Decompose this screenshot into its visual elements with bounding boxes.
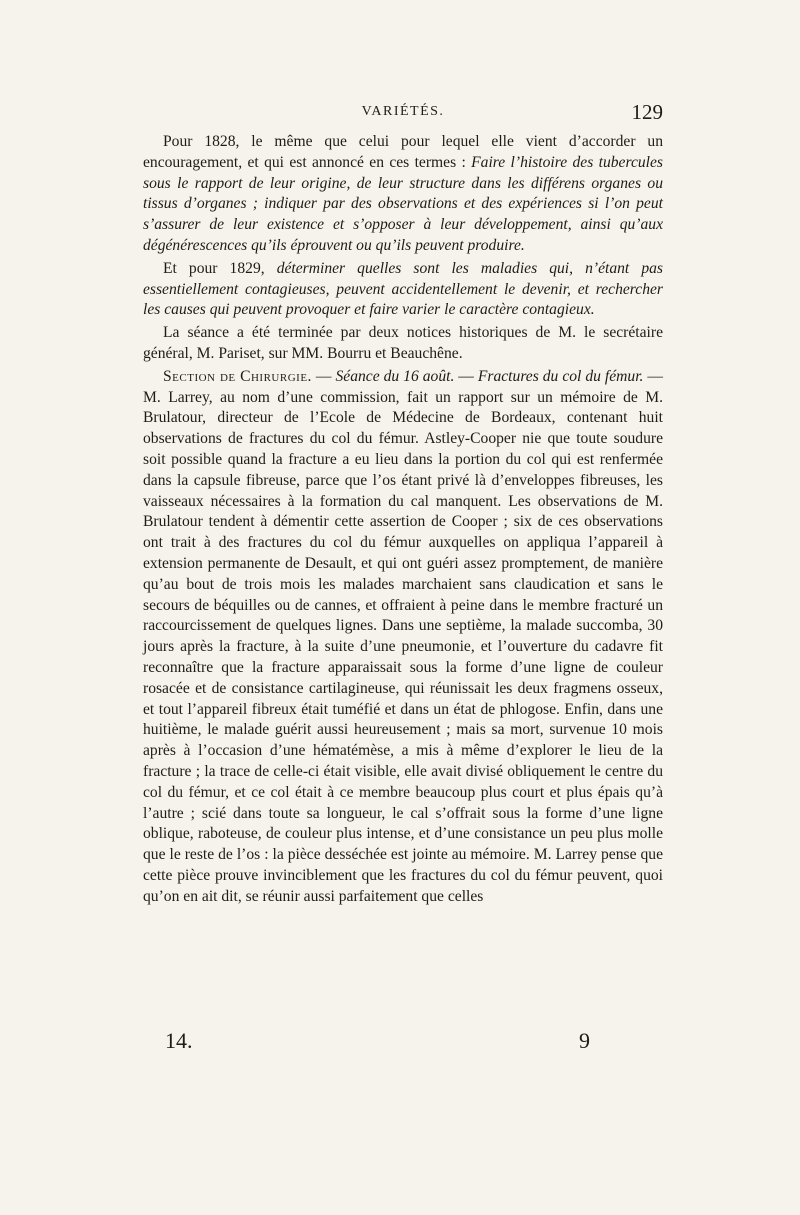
page-footer <box>143 1024 663 1058</box>
body-text <box>143 132 663 909</box>
dash-separator: — <box>454 367 478 385</box>
paragraph-prize-1828 <box>143 132 663 257</box>
running-title: VARIÉTÉS. <box>361 104 445 119</box>
topic-title: Fractures du col du fémur. <box>477 367 644 385</box>
prize-question-1828: Faire l’histoire des tubercules sous le rapport de leur origine, de leur structure dans les différens organes ou tissus d’organes ; indiquer par des observations et des expériences si l’on peut s’assurer de leur existence et s’opposer à leur développement, ainsi qu’aux dégénérescences qu’ils éprouvent ou qu’ils peuvent produire. <box>143 153 663 254</box>
paragraph-text: La séance a été terminée par deux notices historiques de M. le secrétaire général, M. Pariset, sur MM. Bourru et Beauchêne. <box>143 324 663 362</box>
paragraph-seance-end <box>143 323 663 365</box>
paragraph-section-chirurgie <box>143 367 663 908</box>
seance-date: Séance du 16 août. <box>335 367 455 385</box>
paragraph-text: Et pour 1829, <box>163 259 277 277</box>
paragraph-prize-1829 <box>143 259 663 321</box>
prize-question-1829: déterminer quelles sont les maladies qui, n’étant pas essentiellement contagieuses, peuvent accidentellement le devenir, et rechercher les causes qui peuvent provoquer et faire varier le caractère contagieux. <box>143 259 663 319</box>
paragraph-text: Pour 1828, le même que celui pour lequel elle vient d’accorder un encouragement, et qui est annoncé en ces termes : <box>143 133 663 171</box>
section-heading: Section de Chirurgie. <box>163 367 312 385</box>
signature-mark: 14. <box>165 1028 193 1053</box>
page-header <box>143 100 663 130</box>
dash-separator: — <box>311 367 336 385</box>
page-number: 129 <box>631 100 663 124</box>
gathering-number: 9 <box>579 1028 590 1053</box>
paragraph-text: — M. Larrey, au nom d’une commission, fait un rapport sur un mémoire de M. Brulatour, directeur de l’Ecole de Médecine de Bordeaux, contenant huit observations de fractures du col du fémur. Astley-Cooper nie que toute soudure soit possible quand la fracture a eu lieu dans la portion du col qui est renfermée dans la capsule fibreuse, parce que l’os étant privé là d’enveloppes fibreuses, les vaisseaux nécessaires à la formation du cal manquent. Les observations de M. Brulatour tendent à démentir cette assertion de Cooper ; six de ces observations ont trait à des fractures du col du fémur auxquelles on appliqua l’appareil à extension permanente de Desault, et qui ont guéri assez promptement, de manière qu’au bout de trois mois les malades marchaient sans claudication et sans le secours de béquilles ou de cannes, et offraient à peine dans le membre fracturé un raccourcissement de quelques lignes. Dans une septième, la malade succomba, 30 jours après la fracture, à la suite d’une pneumonie, et l’ouverture du cadavre fit reconnaître que la fracture apparaissait sous la forme d’une ligne de couleur rosacée et de consistance cartilagineuse, qui réunissait les deux fragmens osseux, et tout l’appareil fibreux était tuméfié et dans un état de phlogose. Enfin, dans une huitième, le malade guérit aussi heureusement ; mais sa mort, survenue 10 mois après à l’occasion d’une hématémèse, a mis à même d’explorer le lieu de la fracture ; la trace de celle-ci était visible, elle avait divisé obliquement le centre du col du fémur, et ce col était à ce membre beaucoup plus court et plus épais qu’à l’autre ; scié dans toute sa longueur, le cal s’offrait sous la forme d’une ligne oblique, raboteuse, de couleur plus intense, et d’une consistance un peu plus molle que le reste de l’os : la pièce desséchée est jointe au mémoire. M. Larrey pense que cette pièce prouve invinciblement que les fractures du col du fémur peuvent, quoi qu’on en ait dit, se réunir aussi parfaitement que celles <box>143 367 664 905</box>
